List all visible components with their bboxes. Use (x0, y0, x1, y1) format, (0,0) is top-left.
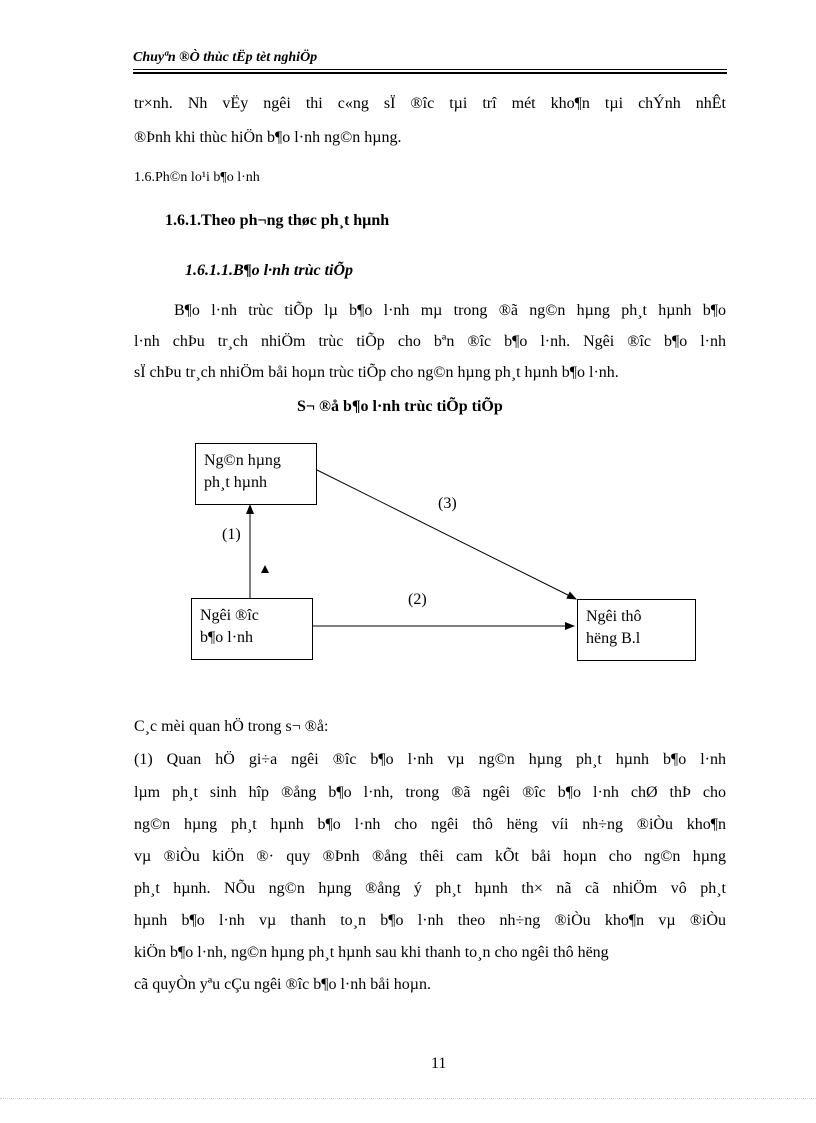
paragraph-line: lµm ph¸t sinh hîp ®ång b¶o l·nh, trong ®ã ngêi ®îc b¶o l·nh chØ thÞ cho (134, 784, 726, 801)
applicant-label-line: Ngêi ®îc (200, 607, 259, 624)
paragraph-line: hµnh b¶o l·nh vµ thanh to¸n b¶o l·nh theo nh÷ng ®iÒu kho¶n vµ ®iÒu (134, 912, 726, 929)
applicant-box (191, 598, 313, 660)
paragraph-line: vµ ®iÒu kiÖn ®· quy ®Þnh ®ång thêi cam kÕt båi hoµn cho ng©n hµng (134, 848, 726, 865)
bank-label-line: ph¸t hµnh (204, 474, 267, 491)
beneficiary-label-line: Ngêi thô (586, 608, 642, 625)
relations-intro: C¸c mèi quan hÖ trong s¬ ®å: (134, 718, 329, 735)
relation-label-1: (1) (222, 526, 241, 543)
paragraph-line: kiÖn b¶o l·nh, ng©n hµng ph¸t hµnh sau khi thanh to¸n cho ngêi thô hëng (134, 944, 609, 961)
heading-1-6-1-1: 1.6.1.1.B¶o l·nh trùc tiÕp (185, 262, 354, 279)
paragraph-line: ng©n hµng ph¸t hµnh b¶o l·nh cho ngêi thô hëng víi nh÷ng ®iÒu kho¶n (134, 816, 726, 833)
arrow-small-head (261, 565, 269, 573)
arrow-3 (317, 470, 576, 599)
paragraph-line: ®Þnh khi thùc hiÖn b¶o l·nh ng©n hµng. (134, 129, 402, 146)
paragraph-line: B¶o l·nh trùc tiÕp lµ b¶o l·nh mµ trong ®ã ng©n hµng ph¸t hµnh b¶o (174, 302, 726, 319)
applicant-label-line: b¶o l·nh (200, 629, 254, 646)
paragraph-line: cã quyÒn yªu cÇu ngêi ®îc b¶o l·nh båi hoµn. (134, 976, 431, 993)
beneficiary-label-line: hëng B.l (586, 630, 641, 647)
bank-box (195, 443, 317, 505)
beneficiary-box (577, 599, 696, 661)
relation-label-2: (2) (408, 591, 427, 608)
paragraph-line: tr×nh. Nh vËy ngêi thi c«ng sÏ ®îc tµi trî mét kho¶n tµi chÝnh nhÊt (134, 95, 726, 112)
bank-label-line: Ng©n hµng (204, 452, 281, 469)
paragraph-line: ph¸t hµnh. NÕu ng©n hµng ®ång ý ph¸t hµnh th× nã cã nhiÖm vô ph¸t (134, 880, 726, 897)
diagram-title: S¬ ®å b¶o l·nh trùc tiÕp tiÕp (297, 398, 503, 415)
paragraph-line: (1) Quan hÖ gi÷a ngêi ®îc b¶o l·nh vµ ng©n hµng ph¸t hµnh b¶o l·nh (134, 751, 726, 768)
heading-1-6-1: 1.6.1.Theo ph¬ng thøc ph¸t hµnh (165, 212, 390, 229)
page-bottom-divider (0, 1098, 816, 1099)
heading-1-6: 1.6.Ph©n lo¹i b¶o l·nh (134, 170, 260, 185)
paragraph-line: sÏ chÞu tr¸ch nhiÖm båi hoµn trùc tiÕp cho ng©n hµng ph¸t hµnh b¶o l·nh. (134, 364, 619, 381)
document-header: Chuyªn ®Ò thùc tËp tèt nghiÖp (133, 50, 318, 65)
page-number: 11 (431, 1055, 447, 1072)
relation-label-3: (3) (438, 495, 457, 512)
paragraph-line: l·nh chÞu tr¸ch nhiÖm trùc tiÕp cho bªn ®îc b¶o l·nh. Ngêi ®îc b¶o l·nh (134, 333, 726, 350)
